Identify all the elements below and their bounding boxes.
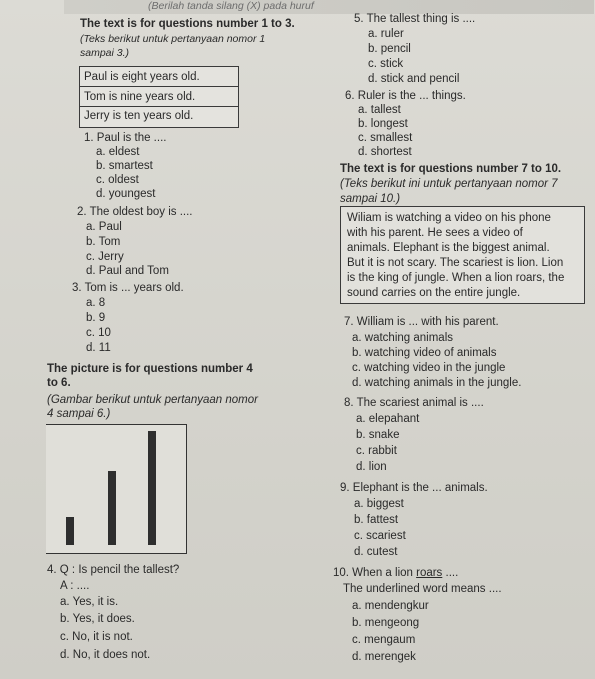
q9-option-c[interactable]: c. scariest [354,530,406,542]
q1-question: 1. Paul is the .... [84,132,167,144]
q8-option-a[interactable]: a. elepahant [356,413,420,425]
q7-option-a[interactable]: a. watching animals [352,332,453,344]
q2-question: 2. The oldest boy is .... [77,206,193,218]
q7-option-d[interactable]: d. watching animals in the jungle. [352,377,522,389]
q8-option-b[interactable]: b. snake [356,429,400,441]
q5-option-c[interactable]: c. stick [368,58,404,70]
section2-title-line1: The picture is for questions number 4 [47,363,253,375]
q6-option-c[interactable]: c. smallest [358,132,413,144]
section3-title: The text is for questions number 7 to 10. [340,163,562,175]
q4-option-c[interactable]: c. No, it is not. [60,631,133,643]
q2-option-d[interactable]: d. Paul and Tom [86,265,169,277]
q5-option-b[interactable]: b. pencil [368,43,411,55]
q8-option-d[interactable]: d. lion [356,461,387,473]
q1-option-b[interactable]: b. smartest [96,160,153,172]
fact-row-1: Paul is eight years old. [84,71,200,83]
passage-line-4: But it is not scary. The scariest is lion. Lion [347,257,564,269]
q2-option-b[interactable]: b. Tom [86,236,121,248]
fact-row-3: Jerry is ten years old. [84,110,194,122]
q5-option-d[interactable]: d. stick and pencil [368,73,460,85]
q6-option-d[interactable]: d. shortest [358,146,412,158]
pencil-length-picture [46,424,187,554]
passage-line-5: is the king of jungle. When a lion roars, the [347,272,565,284]
passage-line-2: with his parent. He sees a video of [347,227,523,239]
q7-option-b[interactable]: b. watching video of animals [352,347,497,359]
q10-option-b[interactable]: b. mengeong [352,617,420,629]
passage-line-1: Wiliam is watching a video on his phone [347,212,551,224]
q6-option-b[interactable]: b. longest [358,118,408,130]
section1-subtitle-line2: sampai 3.) [80,47,130,59]
section2-title-line2: to 6. [47,377,71,389]
passage-line-3: animals. Elephant is the biggest animal. [347,242,550,254]
q3-question: 3. Tom is ... years old. [72,282,184,294]
q3-option-a[interactable]: a. 8 [86,297,106,309]
q6-question: 6. Ruler is the ... things. [345,90,466,102]
q1-option-c[interactable]: c. oldest [96,174,139,186]
q10-option-c[interactable]: c. mengaum [352,634,416,646]
q9-option-d[interactable]: d. cutest [354,546,398,558]
top-edge [64,0,594,14]
section3-subtitle-line1: (Teks berikut ini untuk pertanyaan nomor 7 [340,178,558,190]
q3-option-c[interactable]: c. 10 [86,327,111,339]
q4-option-b[interactable]: b. Yes, it does. [60,613,135,625]
q7-option-c[interactable]: c. watching video in the jungle [352,362,506,374]
q2-option-c[interactable]: c. Jerry [86,251,124,263]
tall-bar [148,431,156,545]
q5-option-a[interactable]: a. ruler [368,28,404,40]
section1-subtitle-line1: (Teks berikut untuk pertanyaan nomor 1 [80,33,266,45]
q7-question: 7. William is ... with his parent. [344,316,499,328]
q10-subquestion: The underlined word means .... [343,583,502,595]
section1-title: The text is for questions number 1 to 3. [80,18,295,30]
q5-question: 5. The tallest thing is .... [354,13,476,25]
fact-row-2: Tom is nine years old. [84,91,196,103]
passage-line-6: sound carries on the entire jungle. [347,287,521,299]
q10-option-d[interactable]: d. merengek [352,651,416,663]
q3-option-b[interactable]: b. 9 [86,312,106,324]
q2-option-a[interactable]: a. Paul [86,221,122,233]
medium-bar [108,471,116,545]
q8-question: 8. The scariest animal is .... [344,397,484,409]
q10-option-a[interactable]: a. mendengkur [352,600,429,612]
section2-subtitle-line1: (Gambar berikut untuk pertanyaan nomor [47,394,258,406]
reading-passage [340,206,585,304]
section3-subtitle-line2: sampai 10.) [340,193,401,205]
q1-option-a[interactable]: a. eldest [96,146,140,158]
q9-option-b[interactable]: b. fattest [354,514,399,526]
q10-question: 10. When a lion roars .... [333,567,459,579]
q8-option-c[interactable]: c. rabbit [356,445,397,457]
q4-option-a[interactable]: a. Yes, it is. [60,596,119,608]
q4-option-d[interactable]: d. No, it does not. [60,649,151,661]
header-instruction: (Berilah tanda silang (X) pada huruf [148,0,314,12]
q6-option-a[interactable]: a. tallest [358,104,401,116]
q9-option-a[interactable]: a. biggest [354,498,404,510]
underlined-word: roars [416,567,443,579]
section2-subtitle-line2: 4 sampai 6.) [47,408,111,420]
q9-question: 9. Elephant is the ... animals. [340,482,488,494]
q3-option-d[interactable]: d. 11 [86,342,111,354]
short-bar [66,517,74,545]
q4-question: 4. Q : Is pencil the tallest? [47,564,180,576]
q4-answer-prompt: A : .... [60,580,90,592]
q1-option-d[interactable]: d. youngest [96,188,156,200]
